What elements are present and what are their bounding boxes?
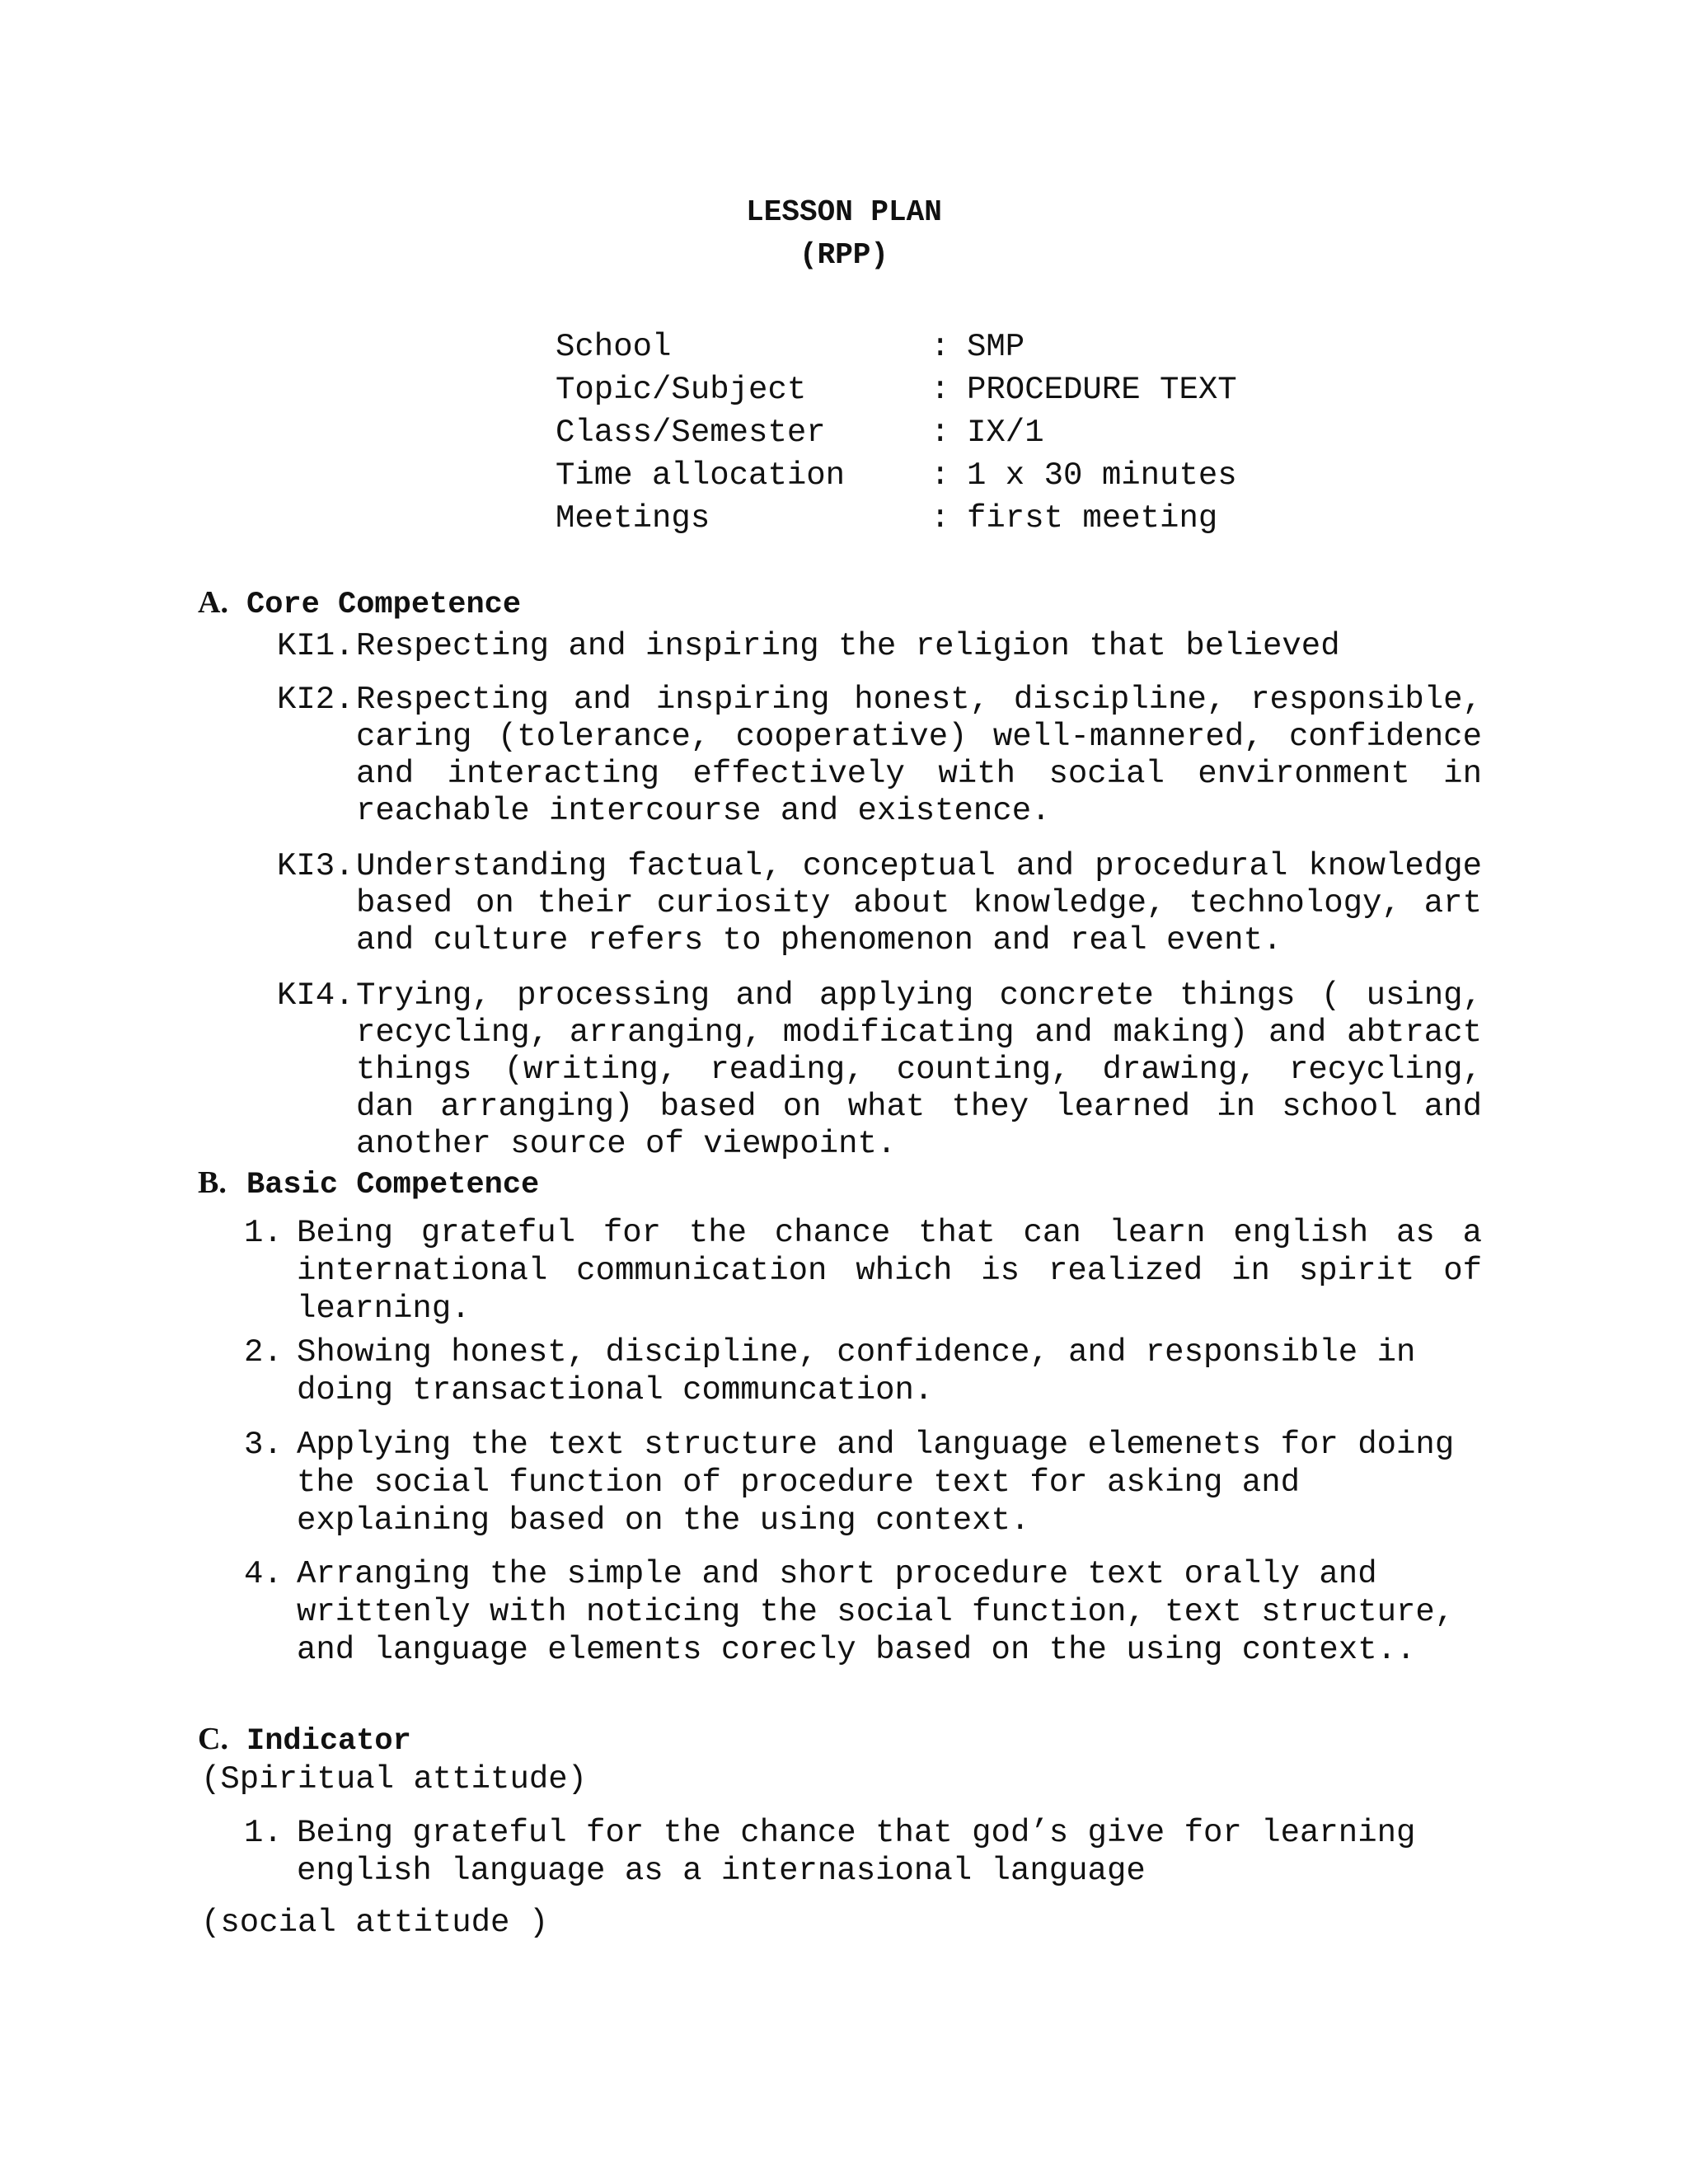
- info-colon: :: [931, 329, 950, 365]
- section-letter: A.: [198, 585, 228, 620]
- info-value: 1 x 30 minutes: [967, 457, 1237, 494]
- info-colon: :: [931, 457, 950, 494]
- item-text: Showing honest, discipline, confidence, and responsible in doing transactional communcation.: [297, 1334, 1416, 1408]
- section-core-competence-heading: [198, 582, 521, 626]
- core-competence-item: [277, 682, 1482, 830]
- spiritual-attitude-label: (Spiritual attitude): [201, 1761, 588, 1797]
- info-row-time: [556, 454, 1237, 497]
- info-label: Time allocation: [556, 457, 846, 494]
- basic-competence-item: [244, 1555, 1482, 1669]
- identity-table: [556, 326, 1237, 540]
- item-number: 4.: [244, 1556, 283, 1592]
- ki-code: KI3.: [277, 848, 354, 884]
- info-colon: :: [931, 372, 950, 408]
- section-title: Core Competence: [246, 588, 522, 622]
- ki-text: Respecting and inspiring honest, discipline, responsible, caring (tolerance, cooperative) well-mannered, confidence and interacting effectively with social environment in reachable intercourse and existence.: [356, 682, 1482, 829]
- item-number: 1.: [244, 1215, 283, 1251]
- item-number: 2.: [244, 1334, 283, 1371]
- info-label: Meetings: [556, 500, 710, 537]
- item-text: Applying the text structure and language elemenets for doing the social function of procedure text for asking and explaining based on the using context.: [297, 1427, 1455, 1539]
- ki-text: Trying, processing and applying concrete things ( using, recycling, arranging, modificating and making) and abtract things (writing, reading, counting, drawing, recycling, dan arranging) based on what they learned in school and another source of viewpoint.: [356, 977, 1482, 1162]
- basic-competence-item: [244, 1426, 1482, 1540]
- info-row-topic: [556, 368, 1237, 411]
- ki-code: KI2.: [277, 682, 354, 718]
- info-value: PROCEDURE TEXT: [967, 372, 1237, 408]
- item-text: Being grateful for the chance that can learn english as a international communication which is realized in spirit of learning.: [297, 1215, 1482, 1327]
- core-competence-item: [277, 848, 1482, 959]
- item-number: 3.: [244, 1427, 283, 1463]
- info-value: SMP: [967, 329, 1025, 365]
- info-label: Topic/Subject: [556, 372, 807, 408]
- info-value: IX/1: [967, 415, 1044, 451]
- info-value: first meeting: [967, 500, 1218, 537]
- info-label: School: [556, 329, 672, 365]
- info-label: Class/Semester: [556, 415, 826, 451]
- basic-competence-item: [244, 1333, 1482, 1409]
- indicator-item: [244, 1814, 1482, 1890]
- item-number: 1.: [244, 1815, 283, 1851]
- basic-competence-item: [244, 1214, 1482, 1328]
- document-subtitle: (RPP): [799, 238, 889, 272]
- item-text: Being grateful for the chance that god’s give for learning english language as a internasional language: [297, 1815, 1416, 1889]
- section-title: Basic Competence: [246, 1168, 540, 1202]
- social-attitude-label: (social attitude ): [201, 1905, 549, 1941]
- info-colon: :: [931, 500, 950, 537]
- core-competence-item: [277, 977, 1482, 1163]
- ki-code: KI4.: [277, 977, 354, 1014]
- info-row-class: [556, 411, 1237, 454]
- core-competence-item: [277, 628, 1482, 665]
- section-indicator-heading: [198, 1718, 411, 1762]
- section-letter: B.: [198, 1165, 227, 1200]
- item-text: Arranging the simple and short procedure text orally and writtenly with noticing the social function, text structure, and language elements corecly based on the using context..: [297, 1556, 1455, 1668]
- info-row-meetings: [556, 497, 1237, 540]
- section-letter: C.: [198, 1722, 228, 1756]
- ki-code: KI1.: [277, 628, 354, 664]
- info-row-school: [556, 326, 1237, 368]
- info-colon: :: [931, 415, 950, 451]
- section-title: Indicator: [246, 1724, 411, 1759]
- ki-text: Respecting and inspiring the religion that believed: [356, 628, 1340, 664]
- document-title: LESSON PLAN: [746, 195, 942, 229]
- section-basic-competence-heading: [198, 1162, 539, 1206]
- ki-text: Understanding factual, conceptual and procedural knowledge based on their curiosity about knowledge, technology, art and culture refers to phenomenon and real event.: [356, 848, 1482, 958]
